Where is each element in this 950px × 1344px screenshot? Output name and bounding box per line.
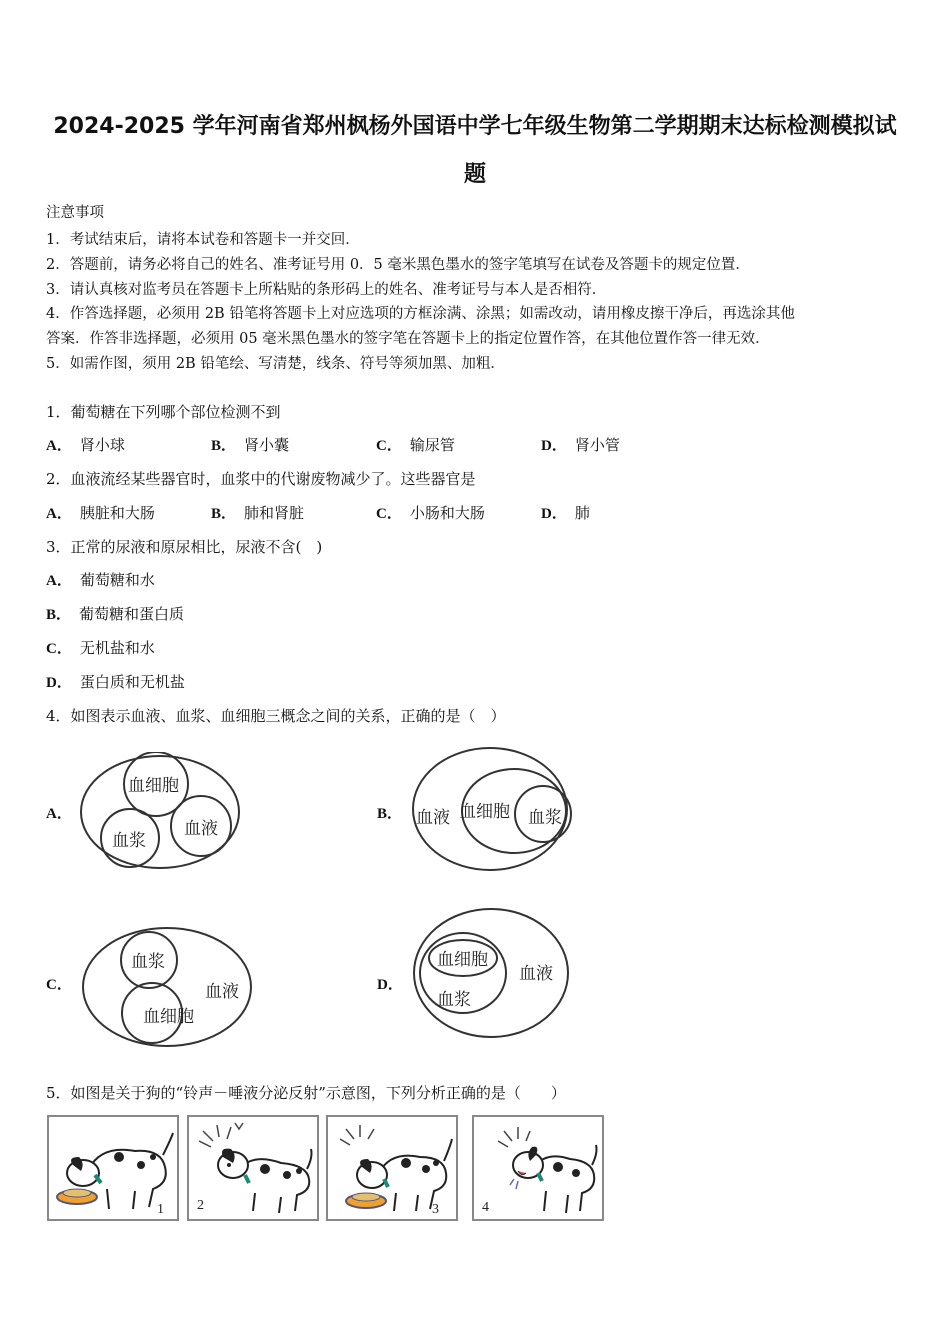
exam-title-line2: 题 <box>463 162 486 187</box>
dog-panel-2 <box>187 1115 319 1221</box>
panel-number: 2 <box>197 1198 204 1213</box>
notice-item: 5．如需作图，须用 2B 铅笔绘、写清楚，线条、符号等须加黑、加粗． <box>46 356 505 372</box>
q4-diagram-d <box>411 904 575 1042</box>
q2-option-a[interactable]: A． 胰脏和大肠 <box>46 504 155 522</box>
q2-option-b[interactable]: B． 肺和肾脏 <box>211 504 305 522</box>
notice-item: 2．答题前，请务必将自己的姓名、准考证号用 0．5 毫米黑色墨水的签字笔填写在试卷及答题卡的规定位置． <box>46 257 750 273</box>
notice-item: 3．请认真核对监考员在答题卡上所粘贴的条形码上的姓名、准考证号与本人是否相符． <box>46 282 607 298</box>
panel-number: 4 <box>482 1200 489 1215</box>
dog-bell-and-food-illustration <box>328 1117 456 1219</box>
notice-heading: 注意事项 <box>46 205 104 221</box>
question-4-stem: 4．如图表示血液、血浆、血细胞三概念之间的关系，正确的是（ ） <box>46 707 506 725</box>
dog-eating-illustration <box>49 1117 177 1219</box>
exam-title-line1: 2024-2025 学年河南省郑州枫杨外国语中学七年级生物第二学期期末达标检测模拟试 <box>53 114 897 139</box>
label-plasma: 血浆 <box>437 990 471 1010</box>
dog-listening-illustration <box>189 1117 317 1219</box>
dog-panel-4 <box>472 1115 604 1221</box>
q3-option-d[interactable]: D． 蛋白质和无机盐 <box>46 673 185 691</box>
q3-option-a[interactable]: A． 葡萄糖和水 <box>46 571 155 589</box>
label-blood: 血液 <box>205 982 239 1002</box>
q3-option-b[interactable]: B． 葡萄糖和蛋白质 <box>46 605 185 623</box>
q1-option-d[interactable]: D． 肾小管 <box>541 436 620 454</box>
q2-option-c[interactable]: C． 小肠和大肠 <box>376 504 485 522</box>
q4-option-d-letter[interactable]: D． <box>377 977 403 993</box>
q1-option-c[interactable]: C． 输尿管 <box>376 436 455 454</box>
question-3-stem: 3．正常的尿液和原尿相比，尿液不含( ) <box>46 538 323 556</box>
label-blood: 血液 <box>519 964 553 984</box>
notice-item: 答案．作答非选择题，必须用 05 毫米黑色墨水的签字笔在答题卡上的指定位置作答，在其他位置作答一律无效． <box>46 331 770 347</box>
label-blood: 血液 <box>184 819 218 839</box>
dog-salivating-illustration <box>474 1117 602 1219</box>
q2-option-d[interactable]: D． 肺 <box>541 504 590 522</box>
label-plasma: 血浆 <box>112 831 146 851</box>
label-blood-cells: 血细胞 <box>437 950 488 970</box>
q4-diagram-a <box>78 752 244 874</box>
question-1-stem: 1．葡萄糖在下列哪个部位检测不到 <box>46 403 281 421</box>
question-2-stem: 2．血液流经某些器官时，血浆中的代谢废物减少了。这些器官是 <box>46 470 476 488</box>
q1-option-a[interactable]: A． 肾小球 <box>46 436 125 454</box>
q4-option-c-letter[interactable]: C． <box>46 977 72 993</box>
label-blood-cells: 血细胞 <box>143 1007 194 1027</box>
label-blood-cells: 血细胞 <box>459 802 510 822</box>
dog-panel-1 <box>47 1115 179 1221</box>
q1-option-b[interactable]: B． 肾小囊 <box>211 436 290 454</box>
q4-option-a-letter[interactable]: A． <box>46 806 72 822</box>
q4-diagram-c <box>80 925 256 1051</box>
question-5-stem: 5．如图是关于狗的“铃声－唾液分泌反射”示意图，下列分析正确的是（ ） <box>46 1084 566 1102</box>
notice-item: 4．作答选择题，必须用 2B 铅笔将答题卡上对应选项的方框涂满、涂黑；如需改动，请用橡皮擦干净后，再选涂其他 <box>46 306 795 322</box>
label-blood: 血液 <box>416 808 450 828</box>
label-plasma: 血浆 <box>528 808 562 828</box>
panel-number: 3 <box>432 1202 439 1217</box>
label-plasma: 血浆 <box>131 952 165 972</box>
q4-option-b-letter[interactable]: B． <box>377 806 403 822</box>
q3-option-c[interactable]: C． 无机盐和水 <box>46 639 155 657</box>
q4-diagram-b <box>410 745 576 875</box>
label-blood-cells: 血细胞 <box>128 776 179 796</box>
dog-panel-3 <box>326 1115 458 1221</box>
panel-number: 1 <box>157 1202 164 1217</box>
notice-item: 1．考试结束后，请将本试卷和答题卡一并交回． <box>46 232 360 248</box>
